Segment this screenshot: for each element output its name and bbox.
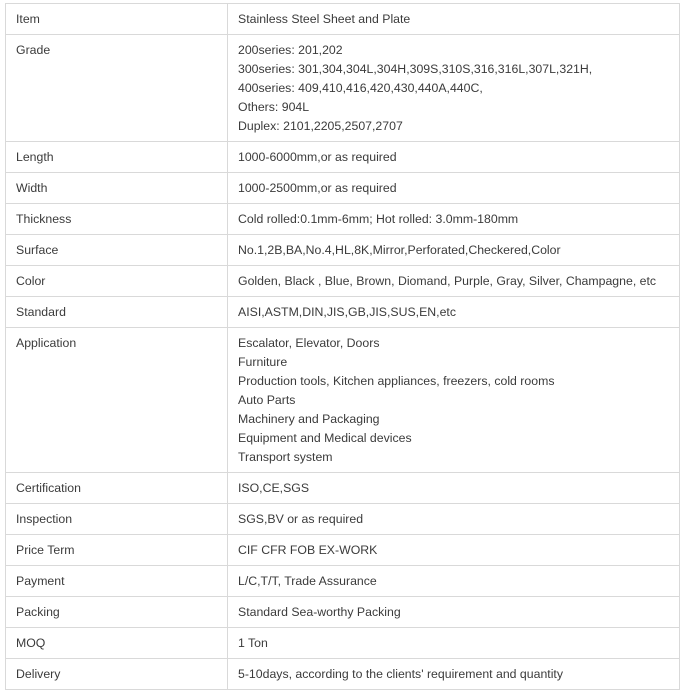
spec-label: Payment [6, 566, 228, 597]
table-row [6, 628, 680, 659]
spec-value-line: 1000-2500mm,or as required [238, 181, 397, 195]
table-row [6, 659, 680, 690]
table-row [6, 235, 680, 266]
spec-value-line: Cold rolled:0.1mm-6mm; Hot rolled: 3.0mm-180mm [238, 212, 519, 226]
specification-table-body [6, 4, 680, 690]
table-row [6, 297, 680, 328]
spec-value-line: Transport system [238, 450, 333, 464]
spec-value [228, 297, 680, 328]
spec-value [228, 473, 680, 504]
specification-table [5, 3, 680, 690]
spec-value [228, 35, 680, 142]
spec-value-line: 300series: 301,304,304L,304H,309S,310S,316,316L,307L,321H, [238, 62, 593, 76]
spec-label: Color [6, 266, 228, 297]
table-row [6, 35, 680, 142]
table-row [6, 473, 680, 504]
spec-value-line: AISI,ASTM,DIN,JIS,GB,JIS,SUS,EN,etc [238, 305, 456, 319]
spec-value [228, 235, 680, 266]
spec-label: Length [6, 142, 228, 173]
spec-value-line: Standard Sea-worthy Packing [238, 605, 401, 619]
spec-value-line: 400series: 409,410,416,420,430,440A,440C, [238, 81, 483, 95]
spec-value [228, 266, 680, 297]
spec-value [228, 628, 680, 659]
spec-label: Price Term [6, 535, 228, 566]
spec-value [228, 566, 680, 597]
spec-value-line: Others: 904L [238, 100, 310, 114]
table-row [6, 597, 680, 628]
spec-value-line: No.1,2B,BA,No.4,HL,8K,Mirror,Perforated,Checkered,Color [238, 243, 561, 257]
spec-label: Thickness [6, 204, 228, 235]
spec-value-line: 200series: 201,202 [238, 43, 343, 57]
spec-value-line: L/C,T/T, Trade Assurance [238, 574, 377, 588]
spec-label: Application [6, 328, 228, 473]
spec-value [228, 659, 680, 690]
table-row [6, 4, 680, 35]
spec-value-line: 5-10days, according to the clients' requirement and quantity [238, 667, 563, 681]
table-row [6, 266, 680, 297]
spec-value-line: Production tools, Kitchen appliances, freezers, cold rooms [238, 374, 555, 388]
spec-label: Item [6, 4, 228, 35]
spec-value [228, 504, 680, 535]
table-row [6, 204, 680, 235]
table-row [6, 535, 680, 566]
spec-value-line: CIF CFR FOB EX-WORK [238, 543, 378, 557]
spec-value [228, 173, 680, 204]
spec-value-line: Furniture [238, 355, 288, 369]
spec-value-line: Escalator, Elevator, Doors [238, 336, 380, 350]
spec-label: Delivery [6, 659, 228, 690]
spec-value-line: SGS,BV or as required [238, 512, 364, 526]
spec-value-line: 1000-6000mm,or as required [238, 150, 397, 164]
spec-label: Packing [6, 597, 228, 628]
spec-value [228, 535, 680, 566]
table-row [6, 504, 680, 535]
spec-value [228, 597, 680, 628]
table-row [6, 142, 680, 173]
spec-value [228, 4, 680, 35]
spec-label: Standard [6, 297, 228, 328]
spec-value [228, 142, 680, 173]
spec-value-line: Duplex: 2101,2205,2507,2707 [238, 119, 403, 133]
spec-label: Grade [6, 35, 228, 142]
table-row [6, 566, 680, 597]
spec-value [228, 328, 680, 473]
spec-value-line: Machinery and Packaging [238, 412, 380, 426]
spec-value-line: Equipment and Medical devices [238, 431, 412, 445]
spec-label: Width [6, 173, 228, 204]
spec-value-line: ISO,CE,SGS [238, 481, 310, 495]
table-row [6, 173, 680, 204]
spec-label: Inspection [6, 504, 228, 535]
spec-label: Surface [6, 235, 228, 266]
spec-value [228, 204, 680, 235]
spec-value-line: 1 Ton [238, 636, 268, 650]
spec-label: Certification [6, 473, 228, 504]
table-row [6, 328, 680, 473]
spec-value-line: Stainless Steel Sheet and Plate [238, 12, 411, 26]
spec-label: MOQ [6, 628, 228, 659]
spec-value-line: Golden, Black , Blue, Brown, Diomand, Purple, Gray, Silver, Champagne, etc [238, 274, 657, 288]
spec-value-line: Auto Parts [238, 393, 296, 407]
